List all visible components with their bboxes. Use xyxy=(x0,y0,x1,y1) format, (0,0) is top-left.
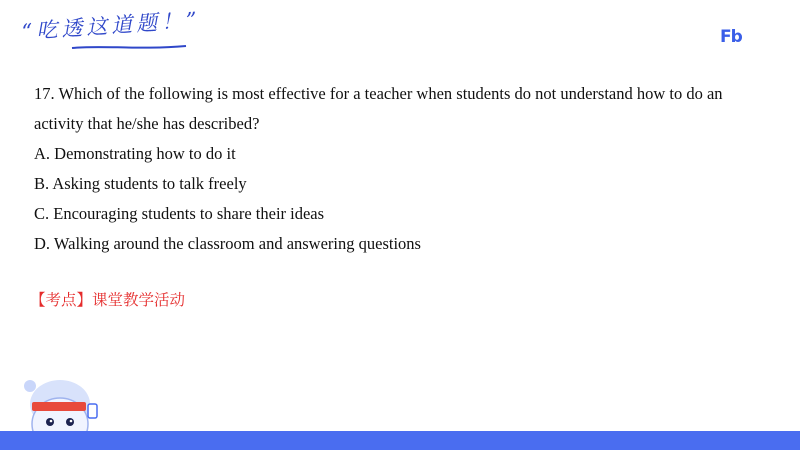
key-point-label: 【考点】课堂教学活动 xyxy=(30,291,186,309)
brand-logo: Fb xyxy=(720,27,742,47)
option-b: B. Asking students to talk freely xyxy=(34,174,247,193)
slogan-underline xyxy=(70,44,188,50)
question-stem-line-1: 17. Which of the following is most effective for a teacher when students do not understand how to do an xyxy=(34,84,723,103)
question-block xyxy=(34,79,764,259)
option-d: D. Walking around the classroom and answering questions xyxy=(34,234,421,253)
header-slogan: “吃透这道题！” xyxy=(20,7,202,44)
bottom-bar xyxy=(0,431,800,450)
option-a: A. Demonstrating how to do it xyxy=(34,144,236,163)
option-c: C. Encouraging students to share their ideas xyxy=(34,204,325,223)
question-stem-line-2: activity that he/she has described? xyxy=(34,114,260,133)
